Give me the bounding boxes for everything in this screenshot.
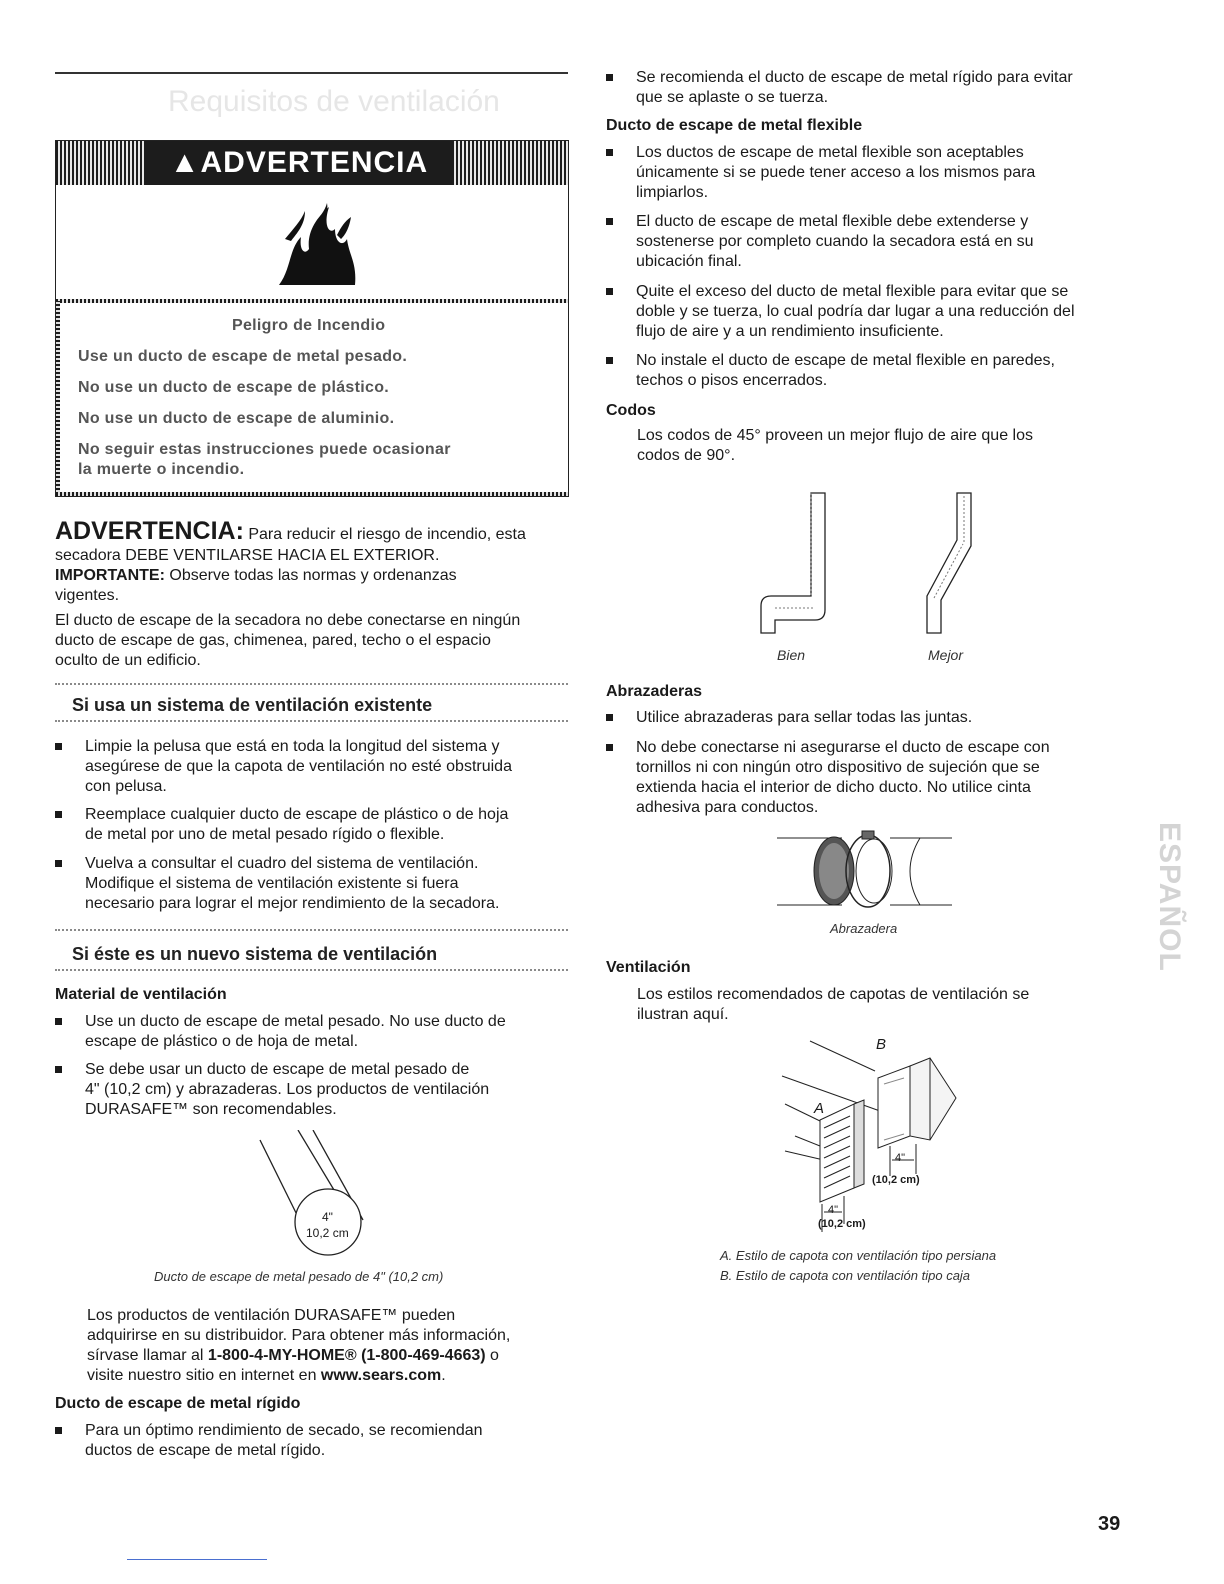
page-number: 39	[1098, 1513, 1121, 1535]
warning-line: la muerte o incendio.	[78, 461, 245, 478]
list-item: Los ductos de escape de metal flexible son aceptables únicamente si se puede tener acceso a los mismos para limpiarlos.	[606, 143, 1136, 203]
phone-number: 1-800-4-MY-HOME® (1-800-469-4663)	[207, 1347, 486, 1364]
website-link[interactable]: www.sears.com	[320, 1367, 442, 1384]
list-item: Se debe usar un ducto de escape de metal pesado de 4" (10,2 cm) y abrazaderas. Los productos de ventilación DURASAFE™ son recomendables.	[55, 1060, 575, 1120]
flexible-heading: Ducto de escape de metal flexible	[606, 117, 863, 134]
warning-line: No use un ducto de escape de plástico.	[78, 379, 390, 396]
durasafe-paragraph: Los productos de ventilación DURASAFE™ pueden adquirirse en su distribuidor. Para obtener más información, sírvase llamar al 1-800-4-MY-HOME® (1-800-469-4663) o visite nuestro sitio en internet en www.sears.com.	[87, 1307, 511, 1384]
warning-line: No seguir estas instrucciones puede ocasionar	[78, 441, 451, 458]
clamp-caption: Abrazadera	[830, 921, 898, 936]
list-item: Use un ducto de escape de metal pesado. No use ducto de escape de plástico o de hoja de metal.	[55, 1012, 575, 1052]
clamp-diagram	[772, 825, 957, 915]
fire-icon	[271, 199, 361, 296]
hood-label-b: B	[876, 1036, 887, 1053]
duct-diagram	[240, 1130, 380, 1260]
elbows-text: Los codos de 45° proveen un mejor flujo de aire que los codos de 90°.	[637, 427, 1033, 464]
new-system-heading: Si éste es un nuevo sistema de ventilación	[72, 944, 438, 964]
warning-line: No use un ducto de escape de aluminio.	[78, 410, 395, 427]
list-item: Se recomienda el ducto de escape de metal rígido para evitar que se aplaste o se tuerza.	[606, 68, 1136, 108]
language-side-tab: ESPAÑOL	[1153, 822, 1186, 972]
rigid-heading: Ducto de escape de metal rígido	[55, 1395, 301, 1412]
divider	[55, 969, 568, 971]
section-title: Requisitos de ventilación	[168, 85, 500, 118]
list-item: Vuelva a consultar el cuadro del sistema de ventilación. Modifique el sistema de ventilación existente si fuera necesario para lograr el mejor rendimiento de la secadora.	[55, 854, 575, 914]
list-item: No debe conectarse ni asegurarse el ducto de escape con tornillos ni con ningún otro dispositivo de sujeción que se extienda hacia el interior de dicho ducto. No utilice cinta adhesiva para conductos.	[606, 738, 1136, 818]
material-heading: Material de ventilación	[55, 986, 227, 1003]
vent-text: Los estilos recomendados de capotas de ventilación se ilustran aquí.	[637, 986, 1030, 1023]
warning-hazard: Peligro de Incendio	[232, 317, 386, 334]
vent-heading: Ventilación	[606, 959, 691, 976]
clamps-heading: Abrazaderas	[606, 683, 703, 700]
elbows-heading: Codos	[606, 402, 656, 419]
top-rule	[55, 72, 568, 74]
list-item: Limpie la pelusa que está en toda la longitud del sistema y asegúrese de que la capota de ventilación no esté obstruida con pelusa.	[55, 737, 575, 797]
list-item: Utilice abrazaderas para sellar todas las juntas.	[606, 708, 1136, 728]
footer-rule	[127, 1559, 267, 1560]
divider	[55, 683, 568, 685]
important-paragraph: IMPORTANTE: Observe todas las normas y ordenanzas vigentes.	[55, 567, 457, 604]
elbow-good-label: Bien	[777, 647, 806, 663]
duct-dimension-inch: 4"	[322, 1210, 333, 1224]
existing-heading: Si usa un sistema de ventilación existente	[72, 695, 433, 715]
duct-dimension-cm: 10,2 cm	[306, 1226, 349, 1240]
warning-label: ADVERTENCIA:	[55, 517, 244, 545]
elbow-better-label: Mejor	[928, 647, 964, 663]
list-item: El ducto de escape de metal flexible debe extenderse y sostenerse por completo cuando la secadora está en su ubicación final.	[606, 212, 1136, 272]
duct-caption: Ducto de escape de metal pesado de 4" (10,2 cm)	[154, 1269, 444, 1284]
warning-triangle-icon: ▲	[169, 146, 201, 179]
divider	[55, 929, 568, 931]
vent-hood-diagram	[780, 1036, 980, 1236]
warning-line: Use un ducto de escape de metal pesado.	[78, 348, 408, 365]
warning-paragraph: ADVERTENCIA: Para reducir el riesgo de incendio, esta secadora DEBE VENTILARSE HACIA EL EXTERIOR.	[55, 517, 526, 564]
divider	[55, 720, 568, 722]
warning-box	[55, 140, 569, 497]
list-item: Reemplace cualquier ducto de escape de plástico o de hoja de metal por uno de metal pesado rígido o flexible.	[55, 805, 575, 845]
hood-label-a: A	[814, 1100, 825, 1117]
hood-dim-a-cm: (10,2 cm)	[818, 1218, 866, 1230]
warning-title: ▲ADVERTENCIA	[169, 146, 429, 179]
hood-dim-a-inch: 4"	[828, 1204, 839, 1216]
elbow-diagram	[755, 488, 995, 648]
hood-dim-b-cm: (10,2 cm)	[872, 1174, 920, 1186]
intro-paragraph: El ducto de escape de la secadora no debe conectarse en ningún ducto de escape de gas, chimenea, pared, techo o el espacio oculto de un edificio.	[55, 612, 521, 669]
hood-dim-b-inch: 4"	[895, 1152, 906, 1164]
list-item: No instale el ducto de escape de metal flexible en paredes, techos o pisos encerrados.	[606, 351, 1136, 391]
list-item: Para un óptimo rendimiento de secado, se recomiendan ductos de escape de metal rígido.	[55, 1421, 575, 1461]
hood-caption-b: B. Estilo de capota con ventilación tipo caja	[720, 1268, 971, 1283]
list-item: Quite el exceso del ducto de metal flexible para evitar que se doble y se tuerza, lo cual podría dar lugar a una reducción del flujo de aire y a un rendimiento insuficiente.	[606, 282, 1136, 342]
hood-caption-a: A. Estilo de capota con ventilación tipo persiana	[720, 1248, 997, 1263]
